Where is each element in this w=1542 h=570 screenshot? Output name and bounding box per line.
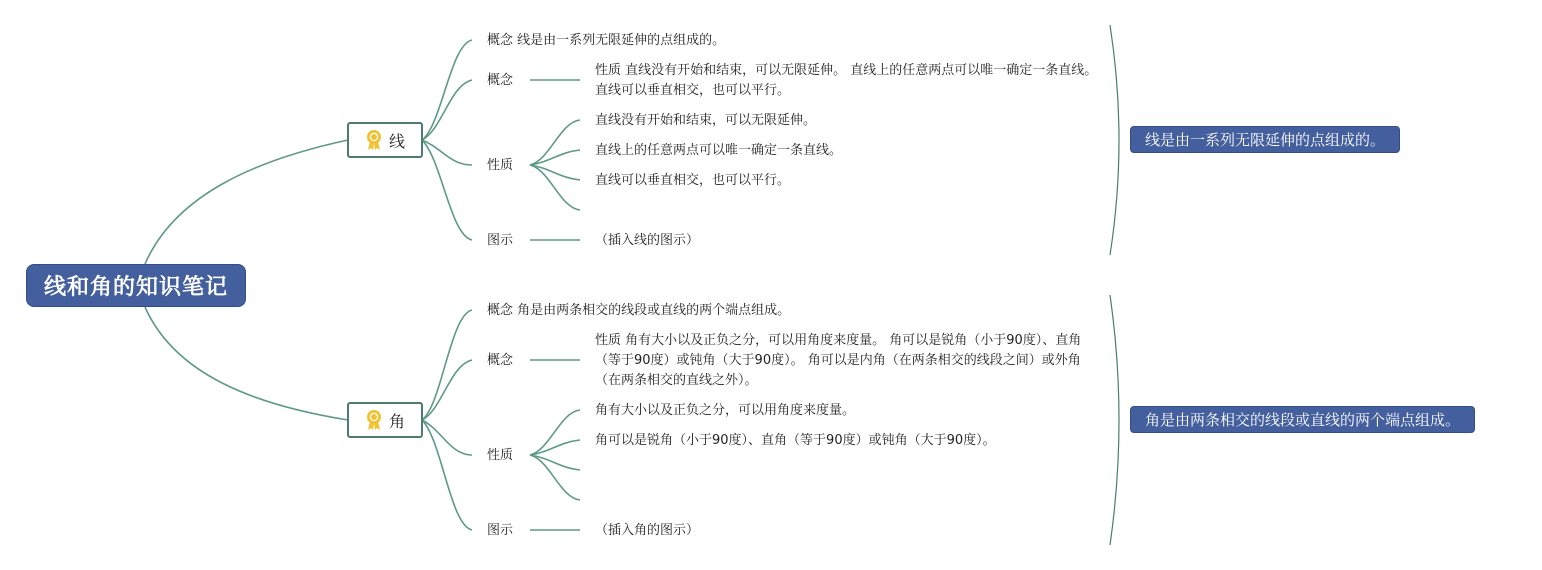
connector-angle-property	[422, 420, 472, 455]
summary-angle[interactable]	[1130, 406, 1475, 433]
connector-angle-prop-2	[530, 440, 580, 455]
connector-line-concept-full	[422, 40, 472, 140]
connector-angle-prop-4	[530, 455, 580, 500]
connector-line-figure	[422, 140, 472, 240]
line-concept-full[interactable]: 概念 线是由一系列无限延伸的点组成的。	[487, 33, 726, 48]
angle-concept-label[interactable]: 概念	[487, 353, 514, 368]
connector-line-prop-4	[530, 165, 580, 210]
line-figure-label[interactable]: 图示	[487, 233, 514, 248]
summary-brace-line	[1110, 25, 1119, 255]
line-figure-placeholder[interactable]: （插入线的图示）	[595, 233, 700, 248]
summary-line-text: 线是由一系列无限延伸的点组成的。	[1145, 131, 1386, 149]
summary-line[interactable]	[1130, 126, 1400, 153]
summary-brace-angle	[1110, 295, 1119, 545]
line-concept-label[interactable]: 概念	[487, 73, 514, 88]
root-topic[interactable]	[26, 264, 246, 307]
line-property-item[interactable]: 直线可以垂直相交，也可以平行。	[595, 173, 791, 188]
topic-angle[interactable]	[347, 402, 423, 438]
connector-root-line	[145, 140, 348, 264]
connector-root-angle	[145, 307, 348, 420]
topic-angle-label: 角	[388, 411, 405, 431]
angle-figure-placeholder[interactable]: （插入角的图示）	[595, 523, 700, 538]
angle-property-item[interactable]: 角可以是锐角（小于90度）、直角（等于90度）或钝角（大于90度）。	[595, 433, 996, 448]
connector-line-prop-1	[530, 120, 580, 165]
line-property-item[interactable]: 直线没有开始和结束，可以无限延伸。	[595, 113, 817, 128]
line-property-label[interactable]: 性质	[487, 158, 514, 173]
summary-angle-text: 角是由两条相交的线段或直线的两个端点组成。	[1145, 411, 1461, 429]
angle-property-label[interactable]: 性质	[487, 448, 514, 463]
connector-angle-figure	[422, 420, 472, 530]
award-ribbon-icon	[365, 129, 383, 151]
angle-figure-label[interactable]: 图示	[487, 523, 514, 538]
award-ribbon-icon	[365, 409, 383, 431]
connector-line-prop-3	[530, 165, 580, 180]
topic-line-label: 线	[388, 131, 405, 151]
connector-line-prop-2	[530, 150, 580, 165]
connector-angle-prop-3	[530, 455, 580, 470]
angle-concept-full[interactable]: 概念 角是由两条相交的线段或直线的两个端点组成。	[487, 303, 791, 318]
angle-property-full[interactable]: 性质 角有大小以及正负之分，可以用角度来度量。 角可以是锐角（小于90度）、直角（等于90度）或钝角（大于90度）。 角可以是内角（在两条相交的线段之间）或外角（在两条相交的直线之外）。	[595, 333, 1082, 388]
topic-line[interactable]	[347, 122, 423, 158]
connector-angle-concept-full	[422, 310, 472, 420]
connector-angle-prop-1	[530, 410, 580, 455]
root-topic-title: 线和角的知识笔记	[43, 275, 228, 300]
angle-property-item[interactable]: 角有大小以及正负之分，可以用角度来度量。	[595, 403, 856, 418]
line-property-full[interactable]: 性质 直线没有开始和结束，可以无限延伸。 直线上的任意两点可以唯一确定一条直线。 直线可以垂直相交，也可以平行。	[595, 63, 1098, 98]
line-property-item[interactable]: 直线上的任意两点可以唯一确定一条直线。	[595, 143, 843, 158]
